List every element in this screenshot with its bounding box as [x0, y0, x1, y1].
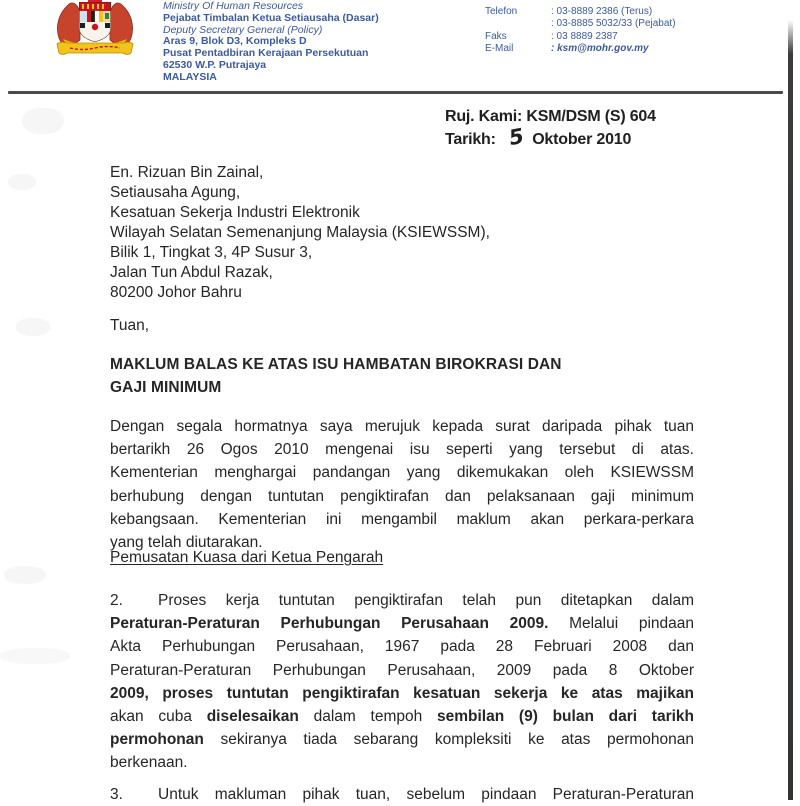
tiger-left — [57, 3, 80, 46]
text-segment: bertarikh 26 Ogos 2010 mengenai isu seperti yang tersebut di atas. — [110, 441, 694, 459]
contact-row — [485, 43, 676, 55]
text-line — [110, 728, 694, 751]
address-line: Bilik 1, Tingkat 3, 4P Susur 3, — [110, 244, 313, 261]
text-line — [110, 612, 694, 635]
text-segment: Dengan segala hormatnya saya merujuk kepada surat daripada pihak tuan — [110, 418, 694, 435]
address-line: En. Rizuan Bin Zainal, — [110, 164, 264, 181]
text-segment: Peraturan-Peraturan Perhubungan Perusahaan 2009. — [110, 615, 549, 633]
contact-value: : 03-8885 5032/33 (Pejabat) — [551, 18, 676, 30]
dept-line: Aras 9, Blok D3, Kompleks D — [163, 35, 307, 48]
section-heading: Pemusatan Kuasa dari Ketua Pengarah — [110, 549, 384, 566]
letterhead — [53, 0, 137, 63]
text-line — [110, 589, 694, 612]
handwritten-date-day: 5 — [508, 123, 524, 151]
scan-smudge — [22, 108, 64, 134]
address-line: Kesatuan Sekerja Industri Elektronik — [110, 204, 360, 221]
body-paragraph-2 — [110, 589, 694, 775]
reference-block — [445, 107, 656, 150]
dept-line: Ministry Of Human Resources — [163, 0, 304, 12]
contact-value: : 03-8889 2386 (Terus) — [551, 6, 653, 17]
text-line — [110, 485, 694, 508]
scan-smudge — [8, 174, 36, 190]
text-segment: Akta Perhubungan Perusahaan, 1967 pada 28 Februari 2008 dan — [110, 638, 694, 656]
scan-border-right — [788, 20, 793, 800]
text-segment: diselesaikan — [206, 708, 299, 726]
contact-label: E-Mail — [485, 42, 514, 54]
contact-label: Telefon — [485, 6, 518, 17]
text-segment: Peraturan-Peraturan Perhubungan Perusahaan, 2009 pada 8 Oktober — [110, 661, 694, 679]
text-line — [110, 508, 694, 531]
date-line — [445, 123, 656, 151]
address-line: Jalan Tun Abdul Razak, — [110, 264, 273, 281]
date-rest: Oktober 2010 — [532, 131, 632, 148]
paragraph-number: 2. — [110, 592, 123, 609]
text-line — [110, 705, 694, 728]
ref-number: Ruj. Kami: KSM/DSM (S) 604 — [445, 108, 656, 125]
text-segment: kebangsaan. Kementerian ini mengambil maklum akan perkara-perkara — [110, 510, 694, 528]
contact-row — [485, 18, 676, 30]
text-line — [110, 438, 694, 461]
recipient-address — [110, 163, 490, 303]
text-segment: Kementerian menghargai pandangan yang dikemukakan oleh KSIEWSSM — [110, 464, 694, 482]
contact-row — [485, 6, 676, 18]
text-segment: berkenaan. — [110, 754, 188, 772]
text-line — [110, 659, 694, 682]
text-segment: sembilan (9) bulan dari tarikh — [437, 708, 695, 726]
address-line: Wilayah Selatan Semenanjung Malaysia (KSIEWSSM), — [110, 224, 490, 241]
dept-line: MALAYSIA — [163, 70, 217, 83]
dept-line: 62530 W.P. Putrajaya — [163, 58, 267, 71]
contact-label: Faks — [485, 30, 507, 42]
scan-smudge — [4, 566, 46, 584]
body-paragraph-1 — [110, 415, 694, 554]
text-line — [110, 415, 694, 438]
text-line — [110, 635, 694, 658]
subject-line: GAJI MINIMUM — [110, 379, 222, 396]
paragraph-number: 3. — [110, 786, 123, 803]
subject-line: MAKLUM BALAS KE ATAS ISU HAMBATAN BIROKRASI DAN — [110, 356, 562, 373]
dept-line: Deputy Secretary General (Policy) — [163, 23, 323, 36]
dept-line: Pusat Pentadbiran Kerajaan Persekutuan — [163, 47, 369, 60]
text-segment: Untuk makluman pihak tuan, sebelum pindaan Peraturan-Peraturan — [158, 786, 694, 803]
subject-title — [110, 353, 562, 399]
scan-smudge — [0, 648, 70, 664]
address-line: Setiausaha Agung, — [110, 184, 241, 201]
text-segment: dalam tempoh — [298, 708, 437, 726]
tiger-right — [110, 3, 133, 46]
text-segment: permohonan — [110, 731, 204, 749]
text-segment: Proses kerja tuntutan pengiktirafan telah pun ditetapkan dalam — [158, 592, 694, 609]
text-segment: sekiranya tiada sebarang kompleksiti ke atas permohonan — [203, 731, 694, 749]
dept-address-block — [163, 1, 379, 84]
email-value: : ksm@mohr.gov.my — [551, 42, 649, 54]
address-line: 80200 Johor Bahru — [110, 284, 242, 301]
body-paragraph-3 — [110, 783, 694, 806]
text-segment: Melalui pindaan — [548, 615, 694, 633]
contact-row — [485, 31, 676, 43]
malaysia-coat-of-arms-icon — [53, 0, 137, 58]
scan-smudge — [16, 318, 50, 336]
contact-value: : 03 8889 2387 — [551, 30, 618, 42]
text-segment: yang telah diutarakan. — [110, 534, 263, 552]
letterhead-divider — [8, 91, 783, 94]
text-line — [110, 682, 694, 705]
text-line — [110, 461, 694, 484]
text-line — [110, 783, 694, 806]
text-line — [110, 751, 694, 774]
date-label: Tarikh: — [445, 131, 496, 148]
text-segment: berhubung dengan tuntutan pengiktirafan dan pelaksanaan gaji minimum — [110, 487, 694, 505]
shield — [79, 2, 111, 42]
dept-line: Pejabat Timbalan Ketua Setiausaha (Dasar) — [163, 11, 379, 24]
salutation: Tuan, — [110, 317, 150, 334]
text-segment: akan cuba — [110, 708, 207, 726]
contact-block — [485, 6, 676, 55]
text-segment: 2009, proses tuntutan pengiktirafan kesatuan sekerja ke atas majikan — [110, 684, 694, 702]
